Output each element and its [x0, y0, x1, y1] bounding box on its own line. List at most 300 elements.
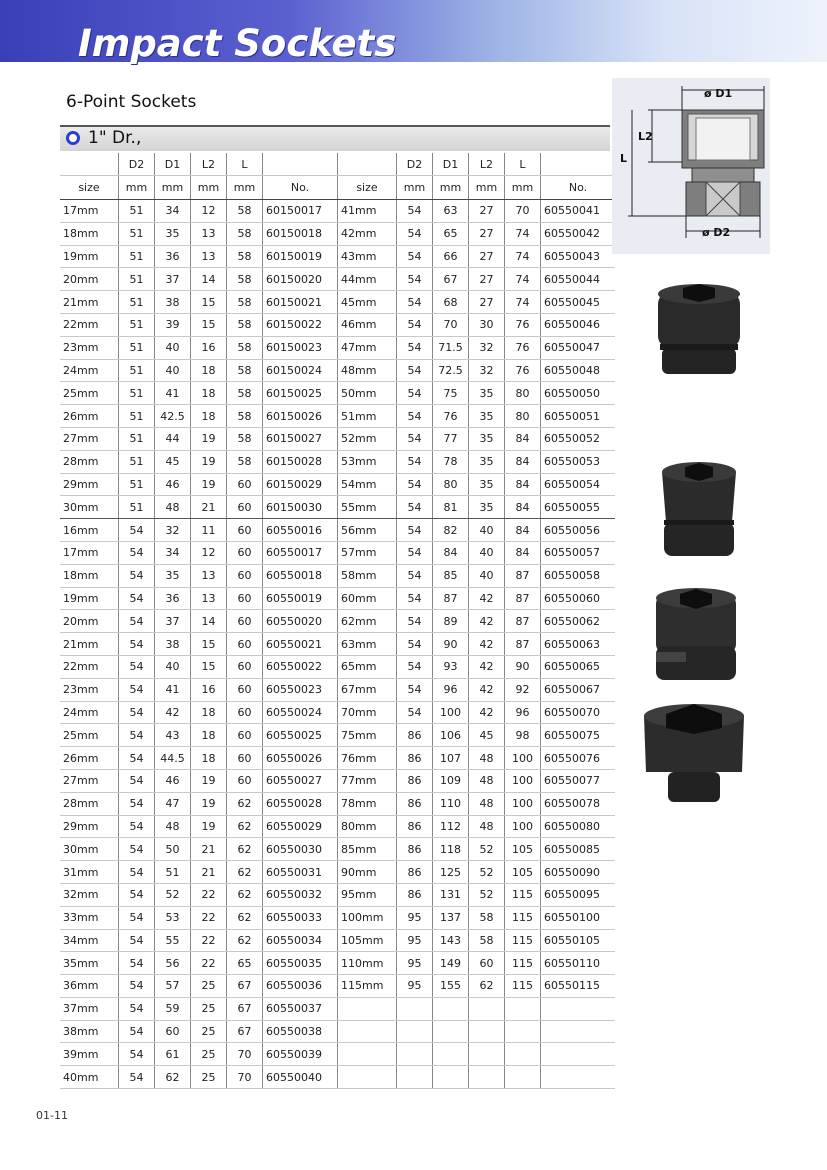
cell-d1: 38	[155, 633, 191, 656]
cell-d1: 46	[155, 769, 191, 792]
cell-l2: 16	[191, 336, 227, 359]
cell-l2: 42	[469, 633, 505, 656]
cell-d1: 109	[433, 769, 469, 792]
cell-size: 75mm	[338, 724, 397, 747]
cell-d1	[433, 1043, 469, 1066]
cell-l2: 25	[191, 1066, 227, 1089]
cell-size: 44mm	[338, 268, 397, 291]
cell-part-no: 60550078	[541, 792, 616, 815]
cell-d1	[433, 997, 469, 1020]
cell-d1: 87	[433, 587, 469, 610]
cell-l: 62	[227, 792, 263, 815]
cell-part-no: 60550056	[541, 519, 616, 542]
cell-part-no: 60550046	[541, 313, 616, 336]
cell-size: 60mm	[338, 587, 397, 610]
cell-d1: 44	[155, 427, 191, 450]
cell-part-no: 60550040	[263, 1066, 338, 1089]
cell-d2: 86	[397, 815, 433, 838]
cell-size: 18mm	[60, 222, 119, 245]
header-unit: mm	[397, 176, 433, 200]
cell-d2: 54	[397, 450, 433, 473]
cell-l: 65	[227, 952, 263, 975]
cell-l: 80	[505, 382, 541, 405]
cell-size: 45mm	[338, 291, 397, 314]
cell-part-no: 60550080	[541, 815, 616, 838]
cell-d2: 51	[119, 450, 155, 473]
cell-d1: 40	[155, 336, 191, 359]
cell-l: 62	[227, 906, 263, 929]
cell-l: 115	[505, 906, 541, 929]
cell-l2: 62	[469, 975, 505, 998]
cell-part-no: 60150030	[263, 496, 338, 519]
cell-part-no: 60550018	[263, 564, 338, 587]
cell-l	[505, 1020, 541, 1043]
cell-d2: 54	[397, 268, 433, 291]
cell-l2: 16	[191, 678, 227, 701]
cell-size: 26mm	[60, 747, 119, 770]
cell-d1: 61	[155, 1043, 191, 1066]
cell-part-no: 60550053	[541, 450, 616, 473]
cell-l: 62	[227, 815, 263, 838]
cell-l2: 35	[469, 450, 505, 473]
cell-d2: 54	[119, 769, 155, 792]
dimension-drawing	[612, 78, 770, 254]
cell-l2: 21	[191, 838, 227, 861]
header-blank	[338, 153, 397, 176]
cell-size: 65mm	[338, 655, 397, 678]
cell-l2: 13	[191, 564, 227, 587]
cell-l: 70	[505, 200, 541, 223]
cell-size: 30mm	[60, 496, 119, 519]
cell-l2: 19	[191, 815, 227, 838]
cell-d1: 149	[433, 952, 469, 975]
cell-size: 52mm	[338, 427, 397, 450]
cell-d2: 54	[119, 678, 155, 701]
cell-l2	[469, 1020, 505, 1043]
cell-l2: 18	[191, 405, 227, 428]
cell-l2: 25	[191, 975, 227, 998]
table-row	[60, 587, 615, 610]
cell-l2: 45	[469, 724, 505, 747]
cell-size: 62mm	[338, 610, 397, 633]
cell-d2: 86	[397, 792, 433, 815]
table-row	[60, 268, 615, 291]
cell-d2: 86	[397, 838, 433, 861]
socket-dimension-diagram	[612, 78, 770, 254]
header-d2: D2	[119, 153, 155, 176]
cell-d1: 76	[433, 405, 469, 428]
cell-size: 70mm	[338, 701, 397, 724]
cell-d2: 86	[397, 769, 433, 792]
header-unit: mm	[191, 176, 227, 200]
cell-l: 58	[227, 291, 263, 314]
table-row	[60, 906, 615, 929]
cell-part-no	[541, 1020, 616, 1043]
cell-d2: 54	[119, 906, 155, 929]
cell-d2: 54	[397, 678, 433, 701]
cell-l2: 18	[191, 359, 227, 382]
cell-size: 77mm	[338, 769, 397, 792]
cell-part-no: 60550090	[541, 861, 616, 884]
cell-size: 53mm	[338, 450, 397, 473]
cell-d1: 48	[155, 815, 191, 838]
cell-l2: 52	[469, 838, 505, 861]
label-d1: ø D1	[704, 87, 733, 100]
cell-d1: 84	[433, 541, 469, 564]
cell-d1: 68	[433, 291, 469, 314]
table-row	[60, 975, 615, 998]
header-l: L	[505, 153, 541, 176]
table-row	[60, 200, 615, 223]
cell-part-no: 60150027	[263, 427, 338, 450]
table-unit-row	[60, 176, 615, 200]
header-l2: L2	[469, 153, 505, 176]
table-header-row	[60, 153, 615, 176]
cell-l2: 42	[469, 655, 505, 678]
cell-l: 58	[227, 359, 263, 382]
cell-part-no: 60550051	[541, 405, 616, 428]
page-header-title: Impact Sockets	[78, 22, 397, 65]
cell-l: 92	[505, 678, 541, 701]
cell-d1: 57	[155, 975, 191, 998]
socket-photo-1	[650, 282, 748, 380]
cell-l2: 58	[469, 929, 505, 952]
cell-l: 100	[505, 747, 541, 770]
cell-d2: 54	[397, 405, 433, 428]
cell-l: 87	[505, 610, 541, 633]
cell-d1: 110	[433, 792, 469, 815]
cell-part-no: 60550063	[541, 633, 616, 656]
cell-l: 87	[505, 633, 541, 656]
cell-size: 26mm	[60, 405, 119, 428]
cell-l2	[469, 1066, 505, 1089]
cell-d1: 42	[155, 701, 191, 724]
cell-size: 110mm	[338, 952, 397, 975]
cell-d2: 51	[119, 200, 155, 223]
cell-part-no: 60150018	[263, 222, 338, 245]
cell-l2: 18	[191, 701, 227, 724]
cell-part-no: 60550058	[541, 564, 616, 587]
cell-l2: 13	[191, 245, 227, 268]
cell-size: 41mm	[338, 200, 397, 223]
cell-d1: 155	[433, 975, 469, 998]
cell-l2: 40	[469, 564, 505, 587]
cell-d2: 51	[119, 222, 155, 245]
cell-part-no: 60150026	[263, 405, 338, 428]
cell-l: 60	[227, 655, 263, 678]
cell-l: 58	[227, 268, 263, 291]
cell-d2: 54	[119, 975, 155, 998]
cell-d1: 56	[155, 952, 191, 975]
cell-l: 62	[227, 883, 263, 906]
cell-size: 46mm	[338, 313, 397, 336]
cell-l: 105	[505, 838, 541, 861]
table-row	[60, 336, 615, 359]
cell-l: 76	[505, 359, 541, 382]
cell-part-no: 60550037	[263, 997, 338, 1020]
cell-d1: 35	[155, 222, 191, 245]
cell-d1: 34	[155, 541, 191, 564]
cell-size: 50mm	[338, 382, 397, 405]
cell-part-no: 60550048	[541, 359, 616, 382]
cell-d1: 65	[433, 222, 469, 245]
cell-l2: 12	[191, 541, 227, 564]
header-unit: mm	[119, 176, 155, 200]
cell-d2: 54	[119, 997, 155, 1020]
table-row	[60, 1066, 615, 1089]
cell-d1: 66	[433, 245, 469, 268]
cell-d1: 40	[155, 359, 191, 382]
cell-size	[338, 1043, 397, 1066]
table-row	[60, 929, 615, 952]
table-row	[60, 747, 615, 770]
cell-l: 60	[227, 473, 263, 496]
cell-d2: 51	[119, 336, 155, 359]
cell-l2: 42	[469, 587, 505, 610]
cell-size: 58mm	[338, 564, 397, 587]
cell-size: 25mm	[60, 724, 119, 747]
cell-d2: 54	[397, 541, 433, 564]
header-no: No.	[263, 176, 338, 200]
cell-part-no: 60550055	[541, 496, 616, 519]
cell-part-no: 60550024	[263, 701, 338, 724]
label-l2: L2	[638, 130, 653, 143]
cell-l2: 35	[469, 473, 505, 496]
cell-part-no: 60550019	[263, 587, 338, 610]
cell-size: 24mm	[60, 701, 119, 724]
table-row	[60, 473, 615, 496]
cell-d1: 47	[155, 792, 191, 815]
cell-size: 21mm	[60, 291, 119, 314]
cell-size: 34mm	[60, 929, 119, 952]
cell-d1: 67	[433, 268, 469, 291]
cell-part-no: 60550047	[541, 336, 616, 359]
cell-part-no: 60150024	[263, 359, 338, 382]
cell-d2: 86	[397, 883, 433, 906]
cell-l: 60	[227, 519, 263, 542]
label-d2: ø D2	[702, 226, 731, 239]
cell-size: 85mm	[338, 838, 397, 861]
cell-part-no: 60550017	[263, 541, 338, 564]
cell-l: 60	[227, 541, 263, 564]
cell-l2: 18	[191, 382, 227, 405]
cell-l: 58	[227, 405, 263, 428]
cell-d2: 54	[119, 952, 155, 975]
cell-l2: 21	[191, 861, 227, 884]
cell-part-no: 60550026	[263, 747, 338, 770]
cell-d2: 54	[119, 838, 155, 861]
cell-size: 28mm	[60, 792, 119, 815]
cell-size: 20mm	[60, 610, 119, 633]
cell-part-no: 60550036	[263, 975, 338, 998]
cell-part-no: 60550021	[263, 633, 338, 656]
cell-d2: 54	[397, 564, 433, 587]
cell-l2: 15	[191, 291, 227, 314]
cell-d2: 54	[119, 861, 155, 884]
cell-l: 96	[505, 701, 541, 724]
cell-l2: 11	[191, 519, 227, 542]
cell-l2: 21	[191, 496, 227, 519]
cell-d2: 51	[119, 313, 155, 336]
cell-l2: 27	[469, 200, 505, 223]
cell-size: 80mm	[338, 815, 397, 838]
cell-d1: 37	[155, 268, 191, 291]
table-row	[60, 405, 615, 428]
cell-d1: 75	[433, 382, 469, 405]
cell-part-no: 60550085	[541, 838, 616, 861]
cell-l: 60	[227, 678, 263, 701]
cell-d1: 48	[155, 496, 191, 519]
cell-d1: 60	[155, 1020, 191, 1043]
cell-l	[505, 1066, 541, 1089]
cell-l2: 15	[191, 313, 227, 336]
header-d2: D2	[397, 153, 433, 176]
cell-part-no: 60550039	[263, 1043, 338, 1066]
cell-part-no: 60550027	[263, 769, 338, 792]
cell-size: 29mm	[60, 815, 119, 838]
cell-l: 62	[227, 929, 263, 952]
cell-l: 58	[227, 313, 263, 336]
cell-l: 60	[227, 724, 263, 747]
cell-part-no: 60550110	[541, 952, 616, 975]
cell-l: 58	[227, 222, 263, 245]
cell-l2: 27	[469, 245, 505, 268]
cell-part-no: 60150021	[263, 291, 338, 314]
cell-size: 17mm	[60, 541, 119, 564]
table-row	[60, 291, 615, 314]
table-row	[60, 519, 615, 542]
cell-d2	[397, 1020, 433, 1043]
cell-d2: 54	[397, 519, 433, 542]
table-row	[60, 655, 615, 678]
cell-part-no: 60550050	[541, 382, 616, 405]
table-row	[60, 815, 615, 838]
cell-l: 105	[505, 861, 541, 884]
cell-part-no: 60150023	[263, 336, 338, 359]
cell-size: 56mm	[338, 519, 397, 542]
cell-d1: 100	[433, 701, 469, 724]
cell-size: 23mm	[60, 678, 119, 701]
cell-d1: 63	[433, 200, 469, 223]
cell-d1: 35	[155, 564, 191, 587]
table-row	[60, 222, 615, 245]
cell-d2: 95	[397, 906, 433, 929]
cell-size: 35mm	[60, 952, 119, 975]
cell-l2: 13	[191, 222, 227, 245]
cell-d2: 54	[397, 313, 433, 336]
cell-size	[338, 1020, 397, 1043]
cell-d2: 54	[397, 222, 433, 245]
cell-l: 60	[227, 633, 263, 656]
cell-d2: 54	[119, 655, 155, 678]
cell-d1: 80	[433, 473, 469, 496]
cell-size: 55mm	[338, 496, 397, 519]
cell-d2: 86	[397, 747, 433, 770]
cell-d1: 85	[433, 564, 469, 587]
cell-l: 80	[505, 405, 541, 428]
table-row	[60, 838, 615, 861]
cell-l: 84	[505, 427, 541, 450]
cell-d2: 54	[119, 633, 155, 656]
cell-part-no: 60550031	[263, 861, 338, 884]
cell-d2: 54	[397, 655, 433, 678]
cell-d2: 54	[119, 792, 155, 815]
cell-size: 17mm	[60, 200, 119, 223]
cell-size: 27mm	[60, 427, 119, 450]
cell-d1: 118	[433, 838, 469, 861]
cell-part-no: 60550070	[541, 701, 616, 724]
cell-l2: 52	[469, 861, 505, 884]
cell-part-no: 60550057	[541, 541, 616, 564]
cell-l: 58	[227, 382, 263, 405]
cell-d2: 86	[397, 724, 433, 747]
cell-l: 100	[505, 815, 541, 838]
cell-d1: 42.5	[155, 405, 191, 428]
cell-d1: 39	[155, 313, 191, 336]
table-row	[60, 359, 615, 382]
cell-part-no: 60150019	[263, 245, 338, 268]
cell-l2: 22	[191, 929, 227, 952]
cell-part-no: 60550023	[263, 678, 338, 701]
cell-size: 40mm	[60, 1066, 119, 1089]
cell-part-no: 60550020	[263, 610, 338, 633]
cell-d1: 96	[433, 678, 469, 701]
cell-size: 18mm	[60, 564, 119, 587]
cell-part-no: 60550060	[541, 587, 616, 610]
cell-d1: 55	[155, 929, 191, 952]
cell-l: 60	[227, 769, 263, 792]
cell-d1: 41	[155, 382, 191, 405]
cell-size: 95mm	[338, 883, 397, 906]
cell-size: 23mm	[60, 336, 119, 359]
cell-d1: 32	[155, 519, 191, 542]
cell-d2: 95	[397, 952, 433, 975]
cell-part-no: 60550028	[263, 792, 338, 815]
cell-part-no: 60150020	[263, 268, 338, 291]
cell-size: 63mm	[338, 633, 397, 656]
table-row	[60, 564, 615, 587]
cell-l2: 13	[191, 587, 227, 610]
cell-l2: 18	[191, 724, 227, 747]
cell-size: 43mm	[338, 245, 397, 268]
cell-l2: 25	[191, 1020, 227, 1043]
header-l2: L2	[191, 153, 227, 176]
table-row	[60, 997, 615, 1020]
cell-l2: 27	[469, 222, 505, 245]
cell-d2: 51	[119, 496, 155, 519]
cell-size: 32mm	[60, 883, 119, 906]
cell-d1: 106	[433, 724, 469, 747]
drive-size-bar	[60, 125, 610, 151]
cell-d1: 50	[155, 838, 191, 861]
cell-d1: 44.5	[155, 747, 191, 770]
cell-d1: 34	[155, 200, 191, 223]
header-size: size	[60, 176, 119, 200]
cell-d2: 54	[119, 564, 155, 587]
cell-d1: 37	[155, 610, 191, 633]
cell-part-no: 60550035	[263, 952, 338, 975]
cell-size: 33mm	[60, 906, 119, 929]
header-unit: mm	[155, 176, 191, 200]
cell-size: 105mm	[338, 929, 397, 952]
cell-size: 19mm	[60, 587, 119, 610]
cell-d1: 53	[155, 906, 191, 929]
cell-size: 21mm	[60, 633, 119, 656]
page-number: 01-11	[36, 1109, 68, 1122]
table-row	[60, 952, 615, 975]
cell-d2: 54	[397, 610, 433, 633]
cell-l2: 15	[191, 633, 227, 656]
